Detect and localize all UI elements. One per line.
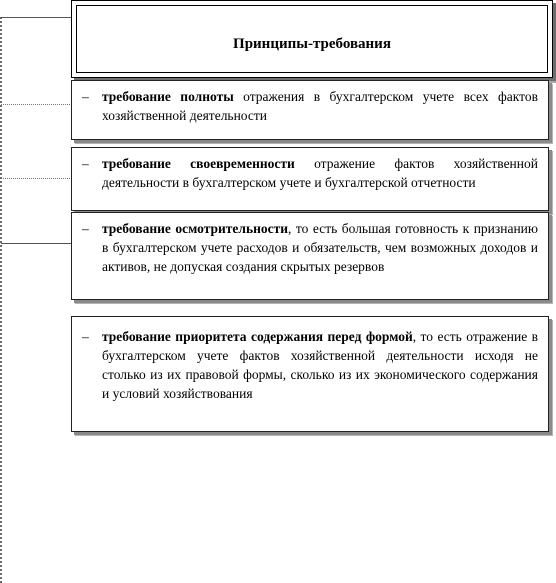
header-box <box>71 0 553 78</box>
principle-description: отражения в бухгалтерском учете всех фактов хозяйственной деятельности <box>102 89 538 123</box>
connector-item-3 <box>1 243 72 244</box>
principle-text <box>102 87 538 125</box>
principle-text <box>102 327 538 403</box>
diagram-trunk-line <box>0 17 2 583</box>
connector-item-1 <box>1 104 72 105</box>
principle-box-timeliness <box>71 147 549 211</box>
principle-box-completeness <box>71 80 549 140</box>
principle-text <box>102 154 538 192</box>
diagram-title: Принципы-требования <box>233 36 391 52</box>
principle-name: требование полноты <box>102 89 234 104</box>
principle-description: , то есть отражение в бухгалтерском учете фактов хозяйственной деятельности исходя не столько из их правовой формы, сколько из их экономического содержания и условий хозяйствования <box>102 329 538 401</box>
header-inner-frame <box>76 5 548 73</box>
bullet-dash: – <box>82 156 89 171</box>
principle-description: , то есть большая готовность к признанию в бухгалтерском учете расходов и обязательств, чем возможных доходов и активов, не допуская создания скрытых резервов <box>102 221 538 274</box>
principle-text <box>102 219 538 276</box>
bullet-dash: – <box>82 329 89 344</box>
connector-header <box>1 17 72 18</box>
principle-name: требование осмотрительности <box>102 221 289 236</box>
principle-box-substance-over-form <box>71 316 549 432</box>
principle-name: требование приоритета содержания перед формой <box>102 329 413 344</box>
principle-name: требование своевременности <box>102 156 295 171</box>
bullet-dash: – <box>82 89 89 104</box>
principle-box-prudence <box>71 212 549 300</box>
bullet-dash: – <box>82 221 89 236</box>
principle-description: отражение фактов хозяйственной деятельности в бухгалтерском учете и бухгалтерской отчетности <box>102 156 538 190</box>
connector-item-2 <box>1 178 72 179</box>
